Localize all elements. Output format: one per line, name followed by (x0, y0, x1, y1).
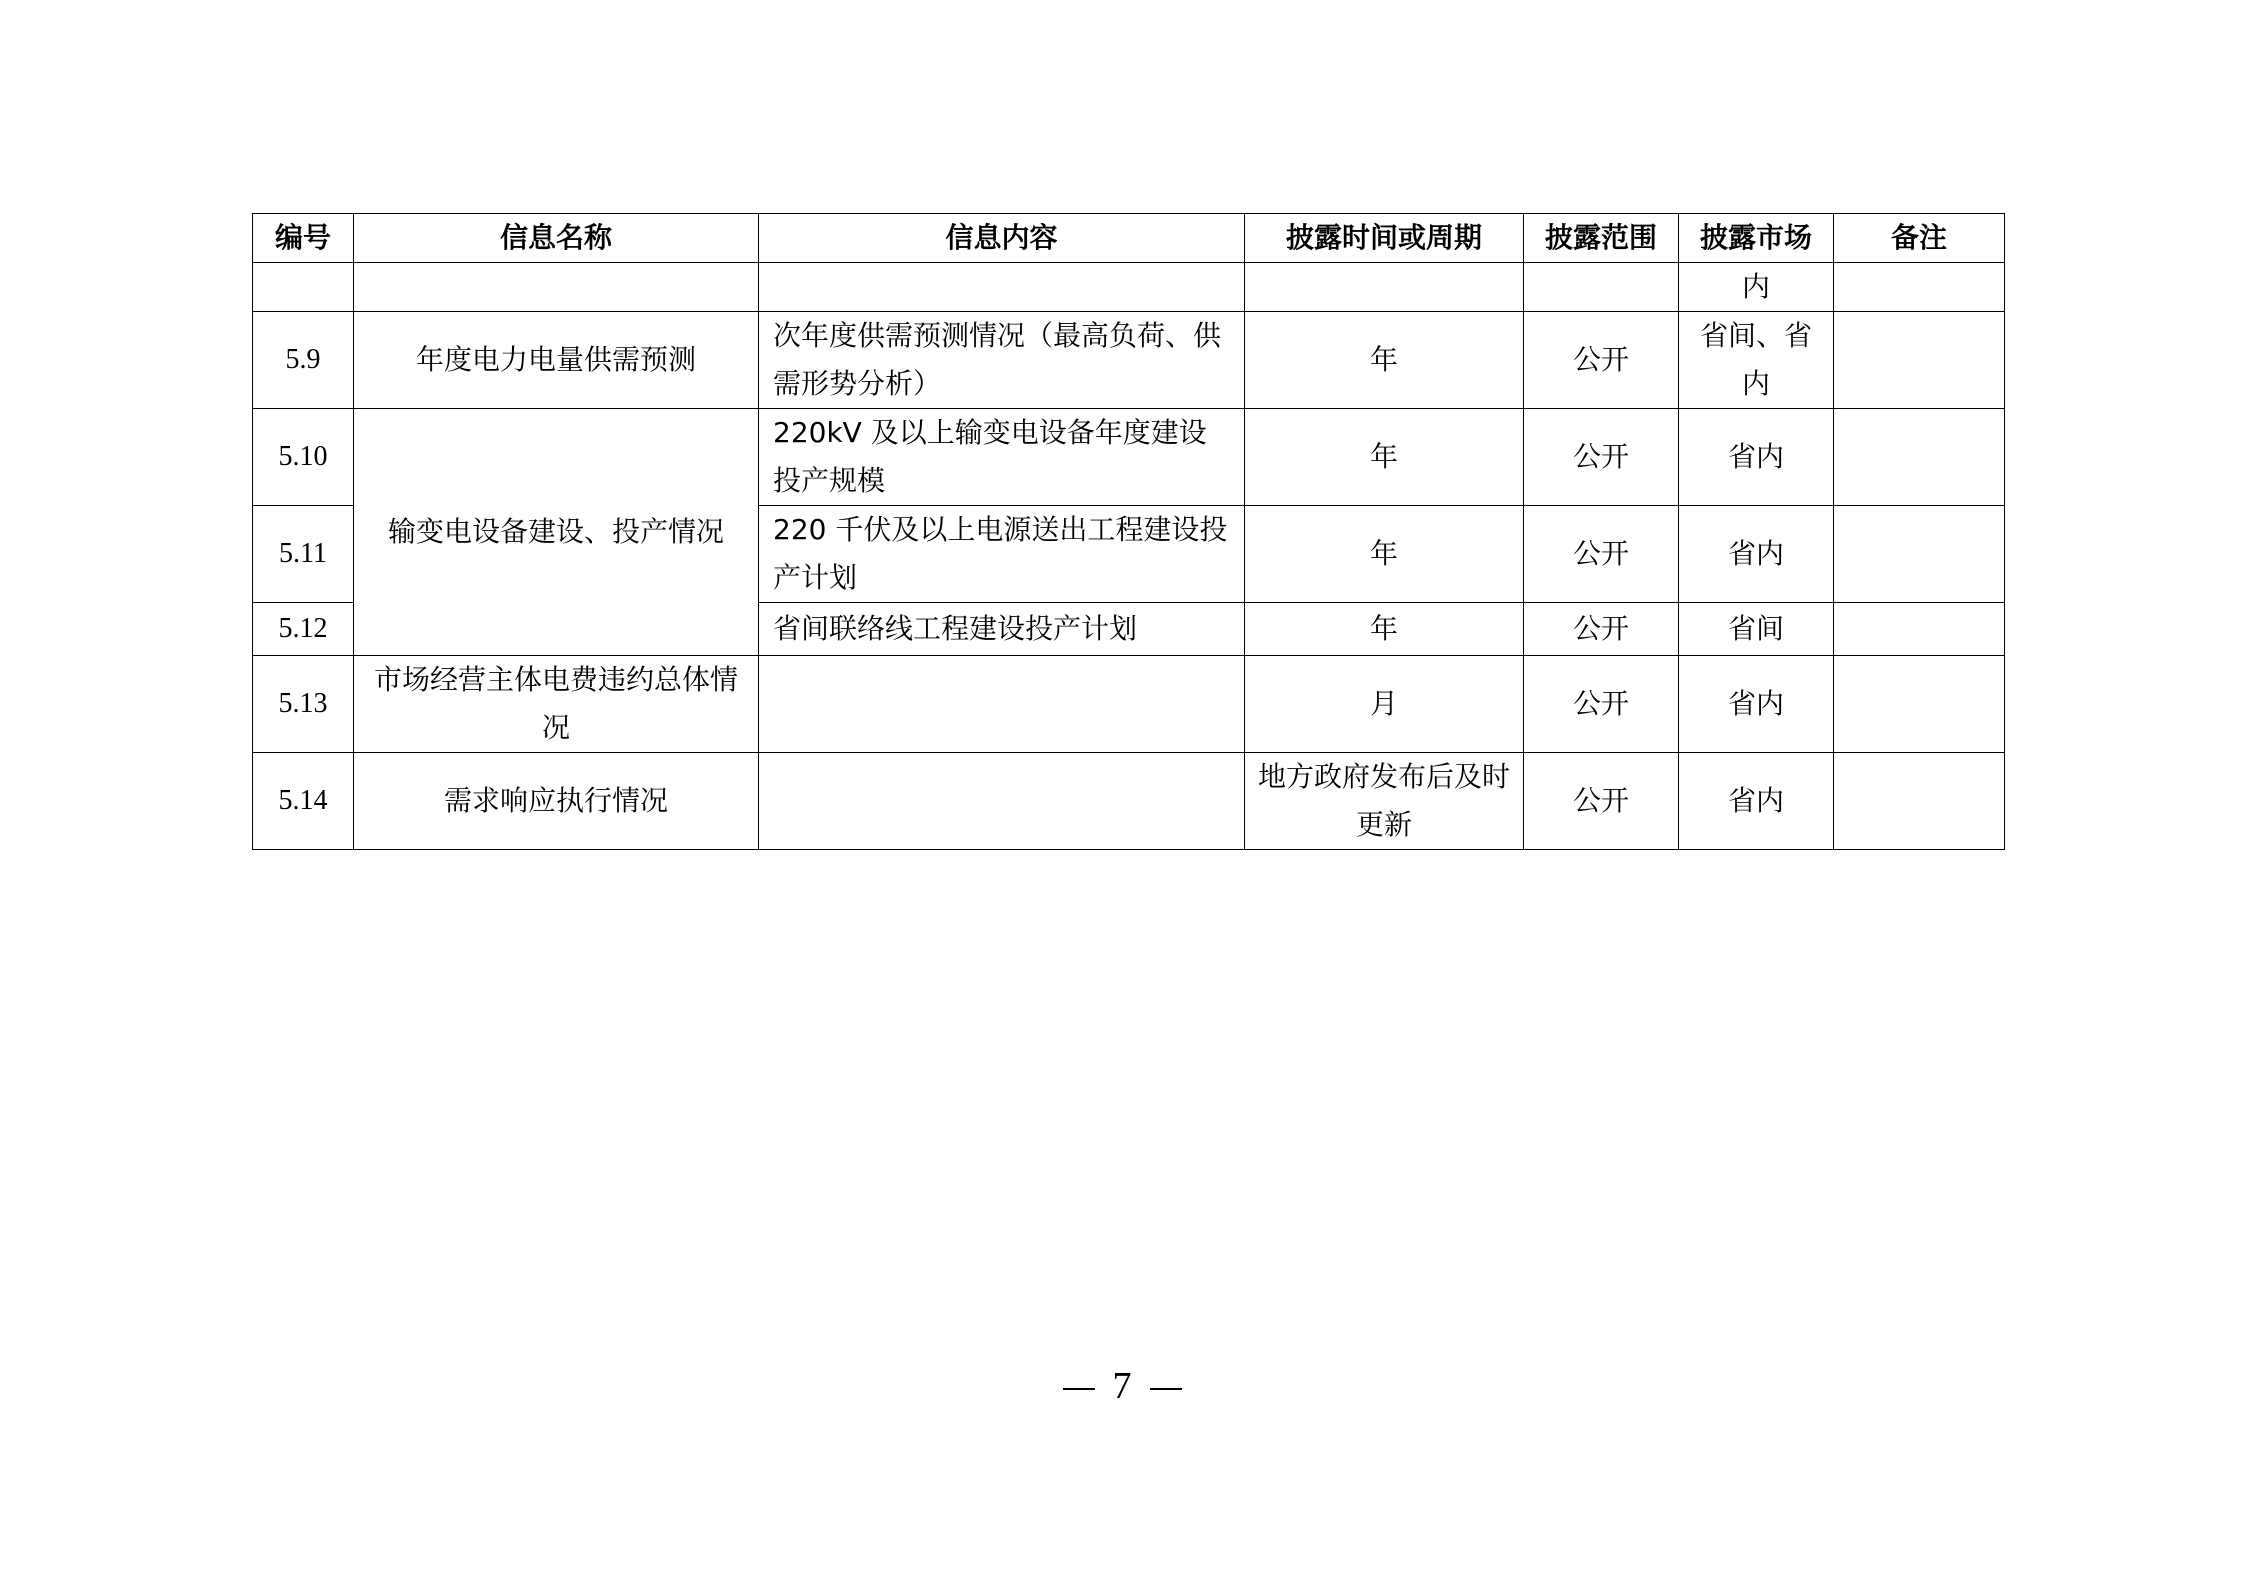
page-footer (0, 1362, 2244, 1410)
cell-remark (1834, 263, 2005, 312)
table-row (253, 753, 2005, 850)
right-dash (1150, 1388, 1182, 1390)
cell-info-name: 市场经营主体电费违约总体情况 (354, 656, 759, 753)
table-row (253, 312, 2005, 409)
cell-info-name: 年度电力电量供需预测 (354, 312, 759, 409)
left-dash (1063, 1388, 1095, 1390)
cell-remark (1834, 603, 2005, 656)
cell-market: 省间、省内 (1679, 312, 1834, 409)
cell-info-content (759, 263, 1245, 312)
cell-info-content: 220 千伏及以上电源送出工程建设投产计划 (759, 506, 1245, 603)
cell-info-name: 需求响应执行情况 (354, 753, 759, 850)
cell-period: 年 (1245, 603, 1524, 656)
cell-period: 年 (1245, 312, 1524, 409)
table-row (253, 409, 2005, 506)
cell-period: 年 (1245, 409, 1524, 506)
cell-number (253, 263, 354, 312)
cell-scope: 公开 (1524, 603, 1679, 656)
cell-info-content: 220kV 及以上输变电设备年度建设投产规模 (759, 409, 1245, 506)
cell-info-content (759, 656, 1245, 753)
table-row (253, 263, 2005, 312)
cell-period (1245, 263, 1524, 312)
cell-info-name (354, 263, 759, 312)
header-remark: 备注 (1834, 214, 2005, 263)
cell-info-name: 输变电设备建设、投产情况 (354, 409, 759, 656)
page-number: 7 (1112, 1365, 1132, 1407)
table-row (253, 656, 2005, 753)
cell-number: 5.13 (253, 656, 354, 753)
cell-number: 5.14 (253, 753, 354, 850)
cell-number: 5.11 (253, 506, 354, 603)
cell-period: 地方政府发布后及时更新 (1245, 753, 1524, 850)
header-disclosure-scope: 披露范围 (1524, 214, 1679, 263)
cell-market: 省间 (1679, 603, 1834, 656)
cell-remark (1834, 409, 2005, 506)
table-header-row (253, 214, 2005, 263)
cell-number: 5.9 (253, 312, 354, 409)
info-disclosure-table (252, 213, 2005, 850)
cell-remark (1834, 312, 2005, 409)
cell-market: 省内 (1679, 656, 1834, 753)
cell-market: 省内 (1679, 409, 1834, 506)
cell-number: 5.12 (253, 603, 354, 656)
cell-scope (1524, 263, 1679, 312)
cell-scope: 公开 (1524, 312, 1679, 409)
cell-info-content: 次年度供需预测情况（最高负荷、供需形势分析） (759, 312, 1245, 409)
cell-market: 内 (1679, 263, 1834, 312)
header-disclosure-period: 披露时间或周期 (1245, 214, 1524, 263)
cell-period: 月 (1245, 656, 1524, 753)
cell-number: 5.10 (253, 409, 354, 506)
header-number: 编号 (253, 214, 354, 263)
cell-remark (1834, 656, 2005, 753)
cell-remark (1834, 753, 2005, 850)
cell-info-content: 省间联络线工程建设投产计划 (759, 603, 1245, 656)
cell-market: 省内 (1679, 506, 1834, 603)
cell-info-content (759, 753, 1245, 850)
cell-remark (1834, 506, 2005, 603)
header-info-name: 信息名称 (354, 214, 759, 263)
header-info-content: 信息内容 (759, 214, 1245, 263)
cell-scope: 公开 (1524, 506, 1679, 603)
cell-market: 省内 (1679, 753, 1834, 850)
cell-scope: 公开 (1524, 409, 1679, 506)
cell-period: 年 (1245, 506, 1524, 603)
cell-scope: 公开 (1524, 753, 1679, 850)
cell-scope: 公开 (1524, 656, 1679, 753)
header-disclosure-market: 披露市场 (1679, 214, 1834, 263)
